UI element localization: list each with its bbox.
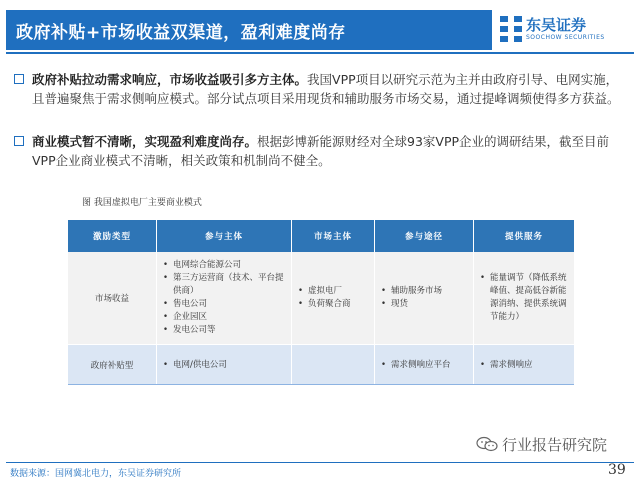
list-item: • 第三方运营商（技术、平台提供商） [163, 272, 285, 298]
watermark-text: 行业报告研究院 [502, 436, 608, 454]
data-source: 数据来源：国网冀北电力，东吴证券研究所 [10, 469, 182, 479]
slide-header [0, 0, 640, 56]
slide-title: 政府补贴+市场收益双渠道，盈利难度尚存 [16, 22, 346, 43]
list-item: • 现货 [381, 298, 467, 311]
list-item: • 电网/供电公司 [163, 359, 285, 372]
cell-market [292, 345, 375, 386]
company-logo [500, 14, 634, 48]
header-services: 提供服务 [474, 220, 575, 252]
watermark [476, 434, 607, 455]
list-item: • 辅助服务市场 [381, 285, 467, 298]
cell-channels [375, 252, 474, 345]
wechat-icon [476, 436, 498, 452]
cell-channels [375, 345, 474, 386]
footer-divider [6, 462, 634, 463]
bullet-2-text: 根据彭博新能源财经对全球93家VPP企业的调研结果，截至目前VPP企业商业模式不清晰，相关政策和机制尚不健全。 [32, 134, 610, 168]
bullet-square-icon [14, 136, 24, 146]
cell-type: 市场收益 [68, 252, 157, 345]
page-number: 39 [608, 462, 626, 478]
bullet-point-1 [14, 70, 624, 108]
logo-cn-text: 东吴证券 [526, 16, 587, 34]
list-item: • 售电公司 [163, 298, 285, 311]
bullet-2-bold: 商业模式暂不清晰，实现盈利难度尚存。 [32, 134, 258, 149]
bullet-1-bold: 政府补贴拉动需求响应，市场收益吸引多方主体。 [32, 72, 308, 87]
bullet-square-icon [14, 74, 24, 84]
header-channel: 参与途径 [375, 220, 474, 252]
logo-en-text: SOOCHOW SECURITIES [526, 34, 605, 41]
bullet-1-text: 我国VPP项目以研究示范为主并由政府引导、电网实施，且普遍聚焦于需求侧响应模式。部分试点项目采用现货和辅助服务市场交易，通过提峰调频使得多方获益。 [32, 72, 620, 106]
list-item: • 企业园区 [163, 311, 285, 324]
header-participants: 参与主体 [157, 220, 292, 252]
header-divider [6, 52, 634, 54]
table-row [68, 252, 574, 345]
cell-type: 政府补贴型 [68, 345, 157, 386]
list-item: • 电网综合能源公司 [163, 259, 285, 272]
cell-participants [157, 345, 292, 386]
header-market-entity: 市场主体 [292, 220, 375, 252]
cell-participants [157, 252, 292, 345]
header-incentive-type: 激励类型 [68, 220, 157, 252]
list-item: • 需求侧响应平台 [381, 359, 467, 372]
list-item: • 发电公司等 [163, 324, 285, 337]
cell-market [292, 252, 375, 345]
figure-caption: 图 我国虚拟电厂主要商业模式 [82, 198, 202, 208]
title-bar [6, 10, 492, 50]
cell-services [474, 345, 575, 386]
list-item: • 负荷聚合商 [298, 298, 368, 311]
list-item: • 需求侧响应 [480, 359, 568, 372]
cell-services [474, 252, 575, 345]
table-header-row [68, 220, 574, 252]
bullet-point-2 [14, 132, 624, 170]
business-model-table [68, 220, 574, 385]
list-item: • 虚拟电厂 [298, 285, 368, 298]
logo-mark-icon [500, 16, 522, 42]
table-row [68, 345, 574, 386]
list-item: • 能量调节（降低系统峰值、提高低谷新能源消纳、提供系统调节能力） [480, 272, 568, 324]
table-bottom-rule [68, 384, 574, 385]
